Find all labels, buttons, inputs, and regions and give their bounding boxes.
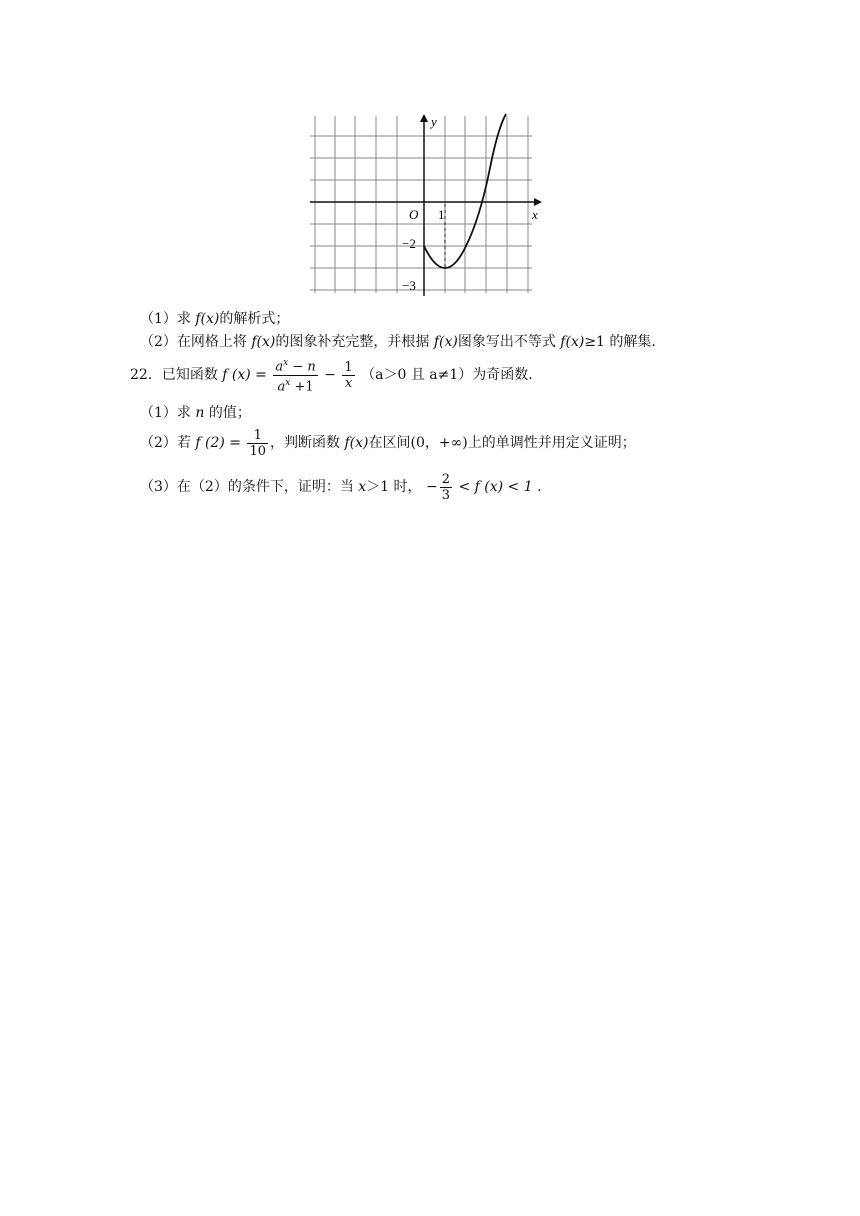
- q21-part1-suffix: 的解析式；: [219, 311, 290, 327]
- q22-part3-mid: ＞1 时，: [366, 479, 422, 495]
- x-axis-arrow-icon: [534, 198, 542, 206]
- q22-den-rest: +1: [290, 378, 314, 394]
- q22-part2-fx: f(x): [344, 435, 369, 451]
- q22-part2-fraction: [247, 428, 268, 459]
- function-graph-figure: [300, 108, 550, 298]
- q22-part1-prefix: （1）求: [140, 405, 196, 421]
- x-axis-label: x: [532, 207, 538, 222]
- q22-num-rest: − n: [288, 359, 316, 375]
- q22-part1-suffix: 的值；: [204, 405, 251, 421]
- q22-num-sup: x: [283, 358, 289, 369]
- q22-frac2-numerator: 1: [344, 359, 353, 375]
- q22-den-a: a: [277, 378, 286, 394]
- q21-part1-prefix: （1）求: [140, 311, 196, 327]
- q22-part2-f2: f (2) =: [195, 435, 242, 451]
- q21-part2-fx1: f(x): [251, 334, 276, 350]
- q21-part2: [140, 333, 656, 351]
- q22-fraction-main-denominator: [273, 375, 317, 394]
- q22-part2-prefix: （2）若: [140, 435, 196, 451]
- q22-part1-n: n: [195, 405, 205, 421]
- q21-part2-prefix: （2）在网格上将: [140, 334, 252, 350]
- q21-part2-fx3: f(x): [560, 334, 585, 350]
- q22-part2-suffix: 在区间(0，+∞)上的单调性并用定义证明；: [368, 435, 636, 451]
- q22-part3-frac-num: 2: [441, 471, 450, 487]
- grid: [310, 116, 532, 293]
- q22-part3-inequality: < f (x) < 1 .: [454, 479, 542, 495]
- tick-label-y-neg2: −2: [402, 236, 416, 251]
- origin-label: O: [409, 207, 419, 222]
- q22-minus: −: [319, 367, 341, 383]
- y-axis-arrow-icon: [420, 114, 428, 122]
- q22-fraction-main-numerator: [273, 356, 317, 374]
- q22-part2-frac-den: 10: [249, 443, 267, 459]
- q22-den-sup: x: [285, 377, 291, 388]
- y-axis-label: y: [431, 114, 437, 129]
- q22-part3-fraction: [440, 472, 452, 503]
- graph-svg: [300, 108, 550, 298]
- q22-part2-frac-num: 1: [253, 427, 262, 443]
- q22-part3-x: x: [358, 479, 367, 495]
- tick-label-x-1: 1: [438, 207, 445, 222]
- q22-frac2-denominator: x: [342, 375, 354, 391]
- q22-part1: [140, 404, 251, 422]
- q22-part3-frac-den: 3: [441, 487, 450, 503]
- q21-part2-mid2: 图象写出不等式: [457, 334, 561, 350]
- q22-part2-mid: ，判断函数: [270, 435, 345, 451]
- q21-part1-fx: f(x): [195, 311, 220, 327]
- q21-part2-suffix: ≥1 的解集.: [584, 334, 656, 350]
- q22-part3-minus: −: [425, 479, 438, 495]
- q21-part2-mid: 的图象补充完整，并根据: [275, 334, 434, 350]
- q22-fx: f (x) =: [222, 367, 267, 383]
- q22-part2: [140, 424, 636, 462]
- q22-part3-prefix: （3）在（2）的条件下，证明：当: [140, 479, 359, 495]
- q22-fraction-reciprocal: [342, 360, 354, 391]
- q22-condition: （a＞0 且 a≠1）为奇函数.: [361, 367, 533, 383]
- q22-num-a: a: [275, 359, 284, 375]
- q21-part2-fx2: f(x): [433, 334, 458, 350]
- q22-number: 22．已知函数: [130, 367, 223, 383]
- tick-label-y-neg3: −3: [402, 278, 416, 293]
- q22-statement: [130, 356, 533, 394]
- q22-part3: [140, 468, 542, 506]
- q21-part1: [140, 310, 289, 328]
- q22-fraction-main: [273, 356, 317, 394]
